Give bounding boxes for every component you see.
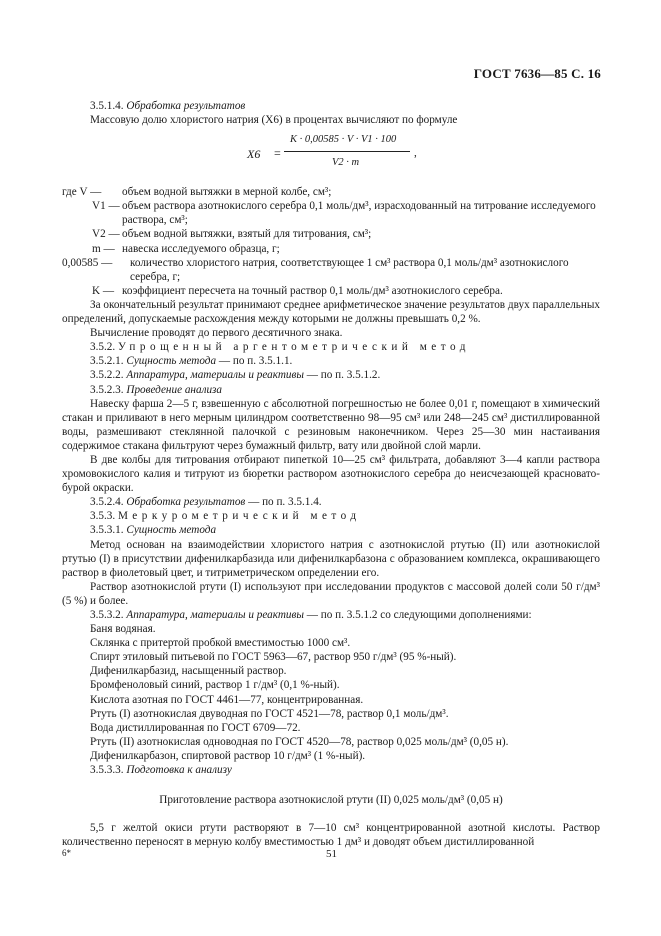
definition-row [62, 242, 600, 256]
formula-equals: = [274, 146, 281, 161]
list-item: Дифенилкарбазон, спиртовой раствор 10 г/дм³ (1 %-ный). [90, 749, 366, 762]
list-item: Спирт этиловый питьевой по ГОСТ 5963—67, раствор 950 г/дм³ (95 %-ный). [90, 651, 457, 664]
formula-comma: , [414, 147, 417, 160]
section-heading-353: 3.5.3. Меркурометрический метод [90, 510, 361, 523]
list-item: Ртуть (I) азотнокислая двуводная по ГОСТ 4521—78, раствор 0,1 моль/дм³. [90, 707, 449, 720]
section-heading-3532: 3.5.3.2. Аппаратура, материалы и реактивы — по п. 3.5.1.2 со следующими дополнениями: [90, 609, 532, 621]
definition-row [62, 185, 600, 199]
section-heading-3522: 3.5.2.2. Аппаратура, материалы и реактивы — по п. 3.5.1.2. [90, 369, 381, 382]
list-item: Баня водяная. [90, 623, 156, 636]
definition-symbol: K — [92, 284, 115, 297]
reagent-list [62, 622, 600, 763]
section-heading-3533: 3.5.3.3. Подготовка к анализу [90, 764, 232, 777]
formula-numerator: K · 0,00585 · V · V1 · 100 [290, 134, 397, 146]
paragraph-final-result: За окончательный результат принимают среднее арифметическое значение результатов двух параллельных определений, допускаемые расхождения между которыми не должны превышать 0,2 %. [62, 298, 600, 326]
paragraph-solution: Раствор азотнокислой ртути (I) используют при исследовании продуктов с массовой долей соли 50 г/дм³ (5 %) и более. [62, 580, 600, 607]
variable-definitions [62, 185, 600, 298]
definition-text: объем раствора азотнокислого серебра 0,1 моль/дм³, израсходованный на титрование исследуемого раствора, см³; [122, 200, 596, 227]
paragraph-preparation: 5,5 г желтой окиси ртути растворяют в 7—10 см³ концентрированной азотной кислоты. Раствор количественно переносят в мерную колбу вместимостью 1 дм³ и доводят объем дистиллированной [62, 822, 600, 849]
page-body [62, 99, 600, 849]
section-heading-3521: 3.5.2.1. Сущность метода — по п. 3.5.1.1. [90, 355, 293, 368]
definition-row [62, 199, 600, 227]
definition-row [62, 284, 600, 298]
section-heading-3514: 3.5.1.4. Обработка результатов [90, 100, 246, 112]
definition-text: объем водной вытяжки, взятый для титрования, см³; [122, 228, 372, 241]
running-header: ГОСТ 7636—85 С. 16 [473, 66, 601, 81]
definition-symbol: 0,00585 — [62, 256, 113, 269]
page-number: 51 [326, 848, 337, 860]
definition-text: количество хлористого натрия, соответствующее 1 см³ раствора 0,1 моль/дм³ азотнокислого серебра, г; [130, 256, 569, 283]
definition-symbol: где V — [62, 186, 102, 199]
signature-mark: 6* [62, 848, 71, 858]
definition-text: навеска исследуемого образца, г; [122, 242, 280, 255]
definition-row [62, 227, 600, 241]
section-heading-3531: 3.5.3.1. Сущность метода [90, 524, 217, 537]
list-item: Кислота азотная по ГОСТ 4461—77, концентрированная. [90, 693, 364, 706]
paragraph-sample-prep: Навеску фарша 2—5 г, взвешенную с абсолютной погрешностью не более 0,01 г, помещают в химический стакан и приливают в него мерным цилиндром соответственно 98—95 см³ или 248—245 см³ дистиллированной воды, размешивают стеклянной палочкой с резиновым наконечником. Через 25—30 мин настаивания содержимое стакана фильтруют через бумажный фильтр, вату или двойной слой марли. [62, 397, 600, 452]
paragraph-method: Метод основан на взаимодействии хлористого натрия с азотнокислой ртутью (II) или азотнокислой ртутью (I) в присутствии дифенилкарбазида или дифенилкарбазона с образованием комплекса, окрашивающего раствор в фиолетовый цвет, и титриметрическом определении его. [62, 538, 600, 579]
subheading-mercury-solution: Приготовление раствора азотнокислой ртути (II) 0,025 моль/дм³ (0,05 н) [159, 794, 503, 807]
section-heading-3524: 3.5.2.4. Обработка результатов — по п. 3.5.1.4. [90, 496, 322, 509]
paragraph-calculation: Вычисление проводят до первого десятичного знака. [90, 327, 343, 340]
list-item: Вода дистиллированная по ГОСТ 6709—72. [90, 721, 301, 734]
formula-intro: Массовую долю хлористого натрия (X6) в процентах вычисляют по формуле [90, 114, 458, 127]
list-item: Дифенилкарбазид, насыщенный раствор. [90, 665, 287, 678]
formula-denominator: V2 · m [332, 157, 360, 169]
list-item: Склянка с притертой пробкой вместимостью 1000 см³. [90, 637, 351, 650]
fraction-bar [284, 151, 410, 152]
paragraph-titration: В две колбы для титрования отбирают пипеткой 10—25 см³ фильтрата, добавляют 3—4 капли раствора хромовокислого калия и титруют из бюретки раствором азотнокислого серебра до неисчезающей красновато-бурой окраски. [62, 453, 600, 495]
formula-x6 [62, 129, 600, 181]
definition-symbol: m — [92, 242, 115, 255]
section-heading-3523: 3.5.2.3. Проведение анализа [90, 383, 223, 396]
definition-text: коэффициент пересчета на точный раствор 0,1 моль/дм³ азотнокислого серебра. [122, 284, 503, 297]
definition-symbol: V2 — [92, 228, 120, 241]
list-item: Ртуть (II) азотнокислая одноводная по ГОСТ 4520—78, раствор 0,025 моль/дм³ (0,05 н). [90, 735, 509, 748]
formula-lhs: X6 [247, 147, 261, 162]
list-item: Бромфеноловый синий, раствор 1 г/дм³ (0,1 %-ный). [90, 679, 340, 692]
section-heading-352: 3.5.2. Упрощенный аргентометрический метод [90, 341, 470, 354]
definition-symbol: V1 — [92, 200, 120, 213]
definition-text: объем водной вытяжки в мерной колбе, см³; [122, 186, 332, 199]
definition-row [62, 256, 600, 284]
